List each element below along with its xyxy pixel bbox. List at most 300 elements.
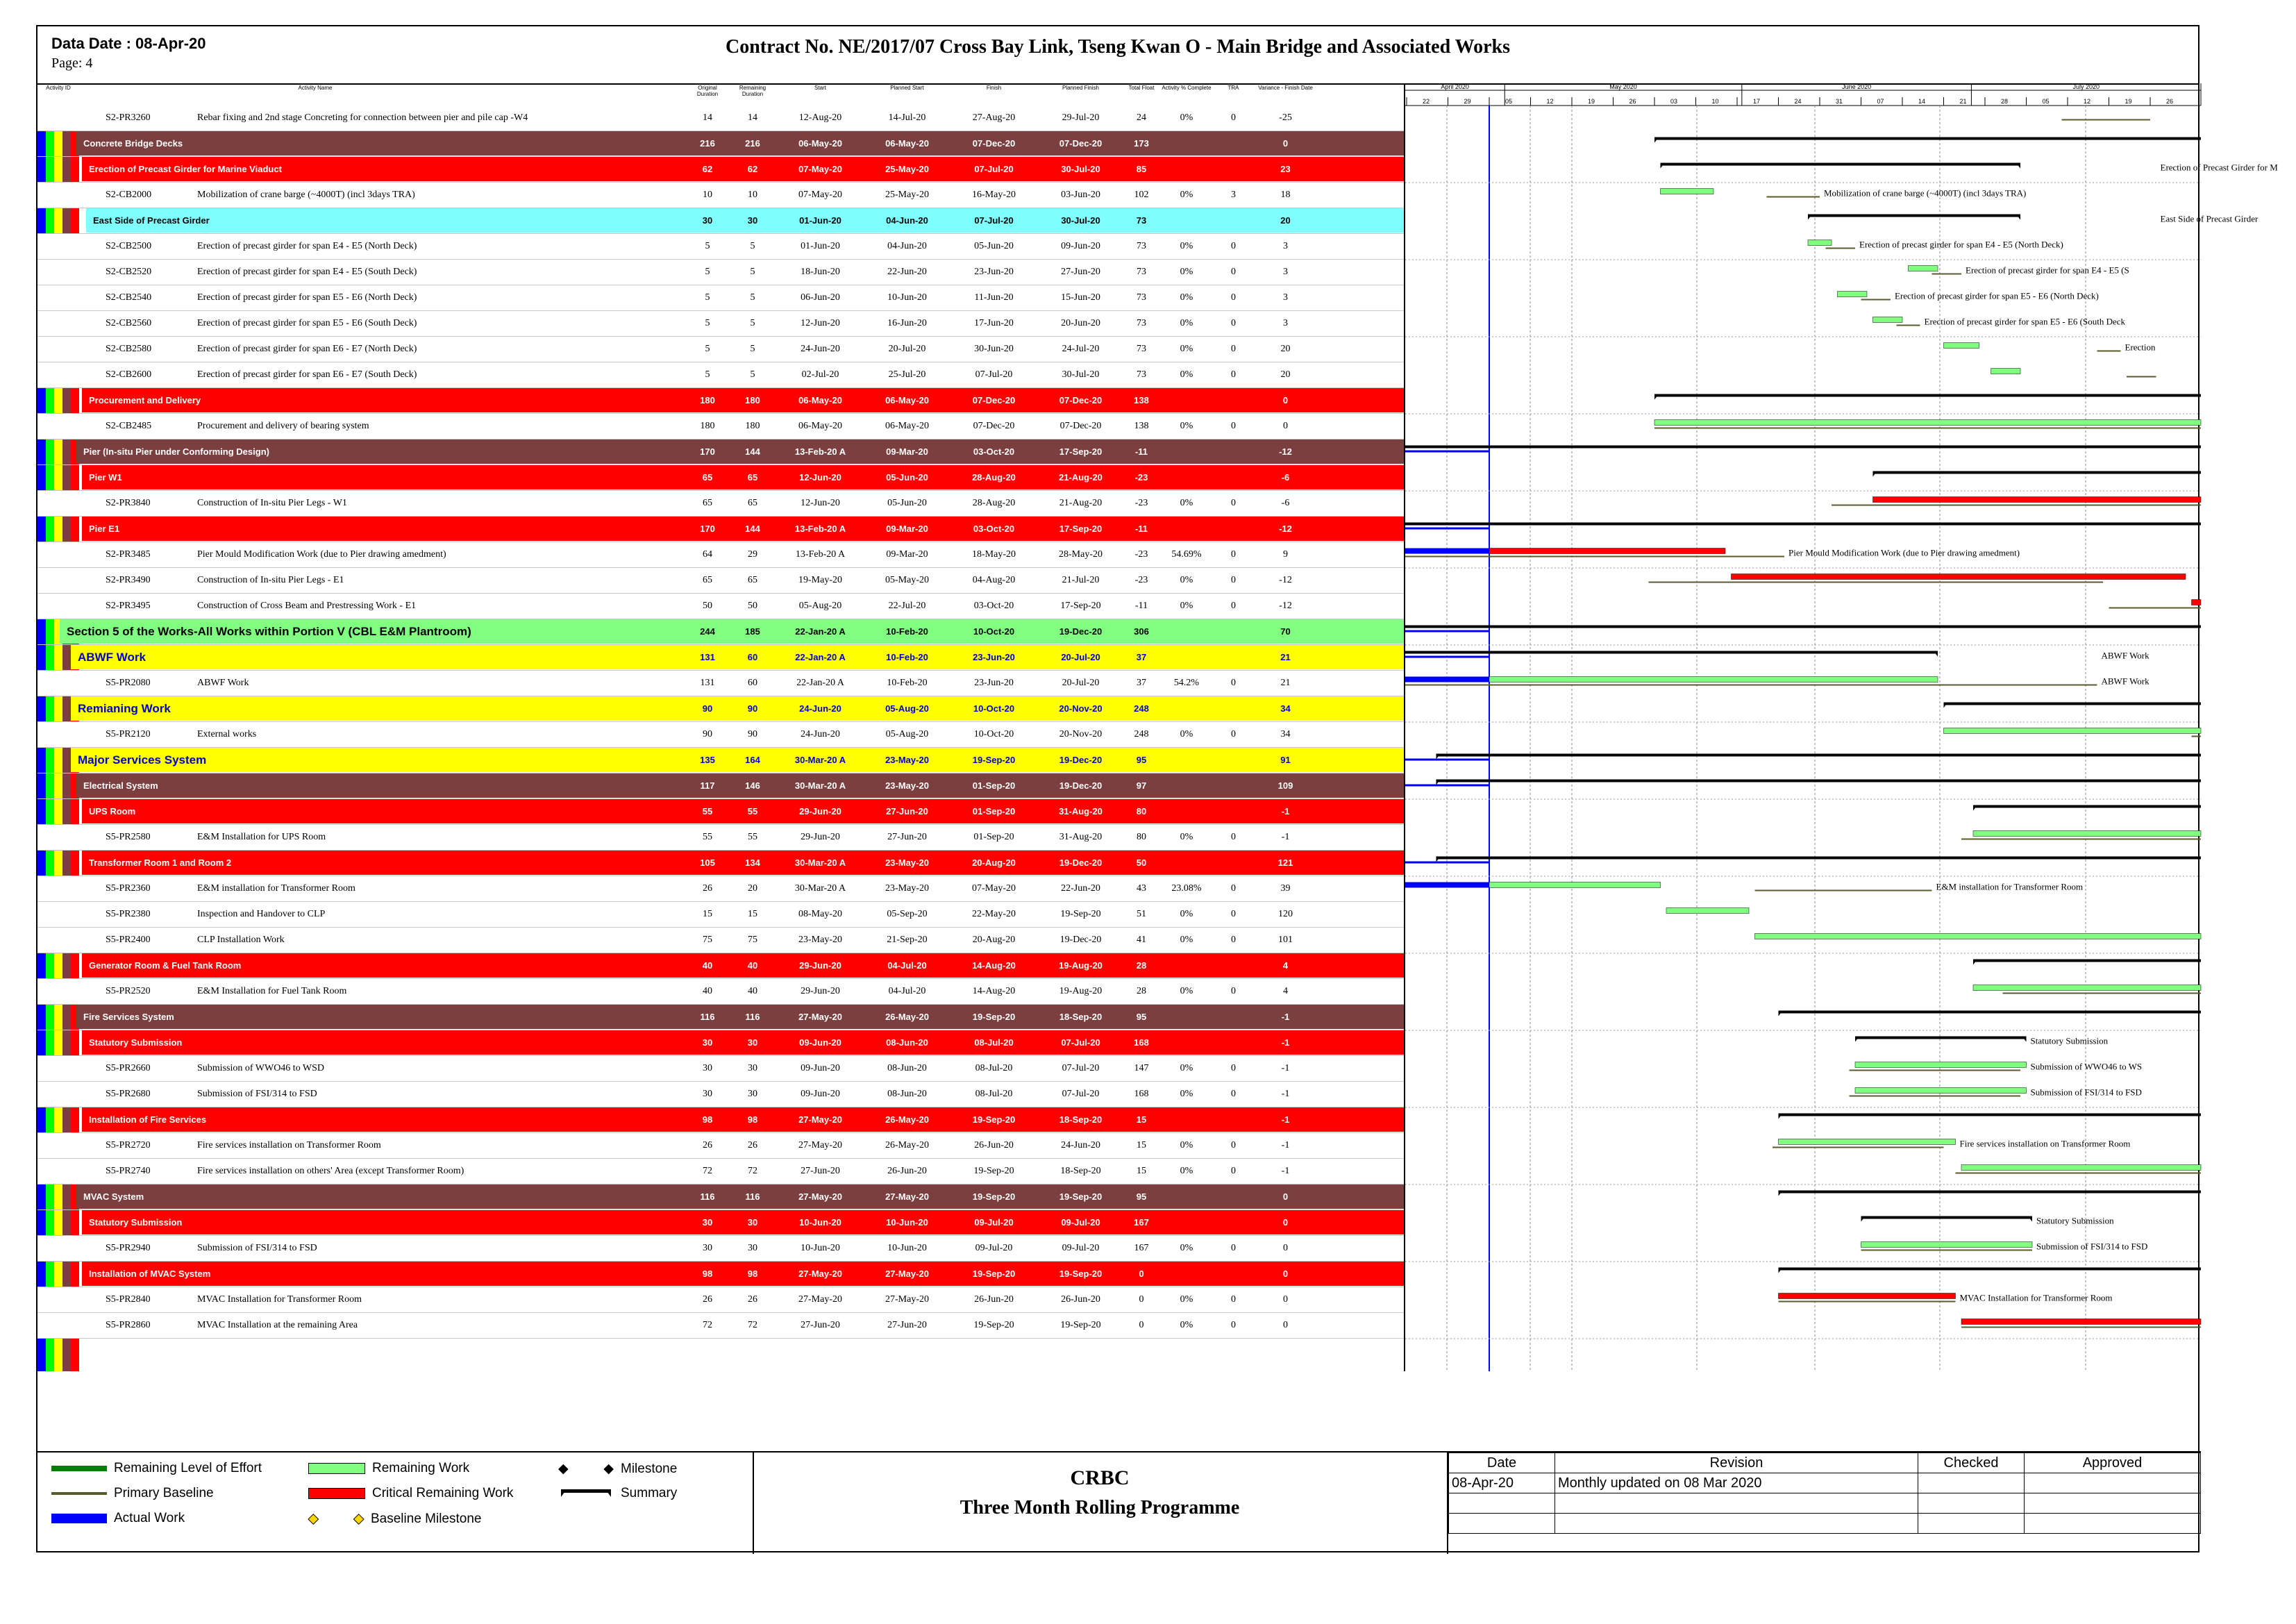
cell-tf: 95 [1136,1012,1147,1022]
cell-start: 09-Jun-20 [801,1089,840,1099]
activity-row[interactable] [37,1056,1405,1082]
remaining-bar [1861,1242,2033,1248]
cell-pfinish: 19-Dec-20 [1059,755,1103,765]
activity-row[interactable] [37,491,1405,517]
legend-label: Remaining Work [372,1461,470,1475]
rev-empty [1555,1514,1918,1534]
cell-tf: 41 [1137,935,1146,945]
cell-rd: 134 [745,857,760,868]
cell-start: 24-Jun-20 [801,344,840,354]
cell-var: 4 [1283,986,1288,996]
cell-tra: 0 [1231,112,1236,123]
cell-pfinish: 26-Jun-20 [1061,1294,1100,1305]
activity-id: S2-CB2540 [106,292,152,303]
activity-id: S2-CB2500 [106,241,152,251]
remaining-bar [1991,369,2021,374]
actual-bar [1405,549,1489,554]
summary-bar [1654,137,2201,140]
cell-finish: 01-Sep-20 [972,806,1016,817]
week-label: 17 [1752,98,1761,105]
cell-var: 4 [1282,960,1289,971]
summary-bar [1973,960,2201,962]
wbs-band[interactable] [37,1005,1405,1030]
activity-name: Major Services System [78,753,207,767]
cell-pfinish: 21-Aug-20 [1059,472,1103,483]
activity-row[interactable] [37,260,1405,285]
cell-pfinish: 03-Jun-20 [1061,190,1100,200]
remaining-bar [1961,1165,2201,1171]
activity-row[interactable] [37,183,1405,208]
cell-tra [1214,465,1252,490]
activity-row[interactable] [37,1287,1405,1313]
cell-start: 29-Jun-20 [801,986,840,996]
wbs-band[interactable] [37,645,1405,671]
cell-tra: 0 [1231,575,1236,585]
remaining-bar [1973,831,2201,837]
cell-tf: 50 [1136,857,1147,868]
cell-pct [1159,1262,1214,1287]
cell-od: 55 [702,806,713,817]
cell-tra: 0 [1231,549,1236,560]
cell-pstart: 09-Mar-20 [886,524,928,534]
activity-id: S2-PR3495 [106,601,151,611]
cell-var: 21 [1280,652,1291,662]
activity-row[interactable] [37,337,1405,362]
activity-row[interactable] [37,1133,1405,1159]
cell-rd: 185 [745,626,760,637]
cell-rd: 55 [747,806,758,817]
cell-tra: 0 [1231,318,1236,328]
column-header: Planned Start [890,85,924,91]
cell-od: 40 [703,986,712,996]
remaining-bar [1855,1062,2027,1068]
activity-row[interactable] [37,362,1405,388]
cell-start: 06-May-20 [798,138,842,149]
wbs-band[interactable] [37,131,1405,157]
legend-item [51,1486,214,1501]
cell-start: 27-May-20 [798,1012,842,1022]
cell-rd: 216 [745,138,760,149]
cell-od: 14 [703,112,712,123]
cell-pfinish: 19-Aug-20 [1059,986,1103,996]
activity-row[interactable] [37,1159,1405,1184]
cell-pfinish: 22-Jun-20 [1061,883,1100,894]
cell-od: 180 [700,421,715,431]
activity-name: Erection of precast girder for span E5 - E6 (North Deck) [197,292,417,303]
cell-var: 101 [1278,935,1293,945]
activity-row[interactable] [37,234,1405,260]
cell-pfinish: 19-Dec-20 [1059,780,1103,791]
activity-name: Inspection and Handover to CLP [197,909,326,919]
cell-pct [1159,696,1214,721]
milestone-icon: ◆ ◆ [558,1462,614,1476]
cell-pstart: 10-Jun-20 [887,292,927,303]
cell-var: -1 [1281,1140,1290,1150]
cell-finish: 03-Oct-20 [973,524,1015,534]
cell-rd: 98 [747,1114,758,1125]
legend-label: Critical Remaining Work [372,1486,514,1500]
cell-tf: -23 [1134,549,1148,560]
cell-pstart: 06-May-20 [885,395,929,405]
wbs-band[interactable] [37,208,1405,234]
wbs-band[interactable] [37,1262,1405,1287]
page-frame [36,25,2278,1552]
activity-row[interactable] [37,902,1405,928]
cell-pfinish: 19-Dec-20 [1059,626,1103,637]
wbs-band[interactable] [37,1210,1405,1236]
actual-bar [1405,862,1489,864]
wbs-band[interactable] [37,157,1405,183]
cell-pct [1159,465,1214,490]
cell-var: -12 [1279,446,1292,457]
cell-pfinish: 21-Jul-20 [1062,575,1100,585]
column-header: Variance - Finish Date [1258,85,1313,91]
cell-start: 09-Jun-20 [801,1063,840,1073]
cell-pct [1159,517,1214,542]
activity-row[interactable] [37,1236,1405,1262]
activity-row[interactable] [37,825,1405,851]
revision-table [1448,1453,2201,1534]
rev-empty [1449,1493,1555,1514]
cell-tra [1214,748,1252,773]
cell-var: 20 [1280,344,1291,354]
cell-od: 75 [703,935,712,945]
cell-od: 64 [703,549,712,560]
cell-finish: 28-Aug-20 [972,498,1016,508]
activity-name: Procurement and delivery of bearing system [197,421,369,431]
cell-finish: 03-Oct-20 [973,446,1015,457]
cell-tf: 167 [1134,1217,1149,1228]
cell-tra [1214,157,1252,182]
month-label: April 2020 [1441,83,1469,90]
bar-label: Erection of precast girder for span E4 - E5 (S [1966,265,2129,276]
cell-pfinish: 17-Sep-20 [1059,446,1103,457]
cell-tra: 0 [1231,369,1236,380]
activity-name: Mobilization of crane barge (~4000T) (incl 3days TRA) [197,190,415,200]
cell-var: -12 [1279,524,1292,534]
wbs-band[interactable] [37,748,1405,773]
cell-pstart: 23-May-20 [885,883,929,894]
cell-pct [1159,953,1214,978]
bar-label: Statutory Submission [2036,1215,2114,1226]
cell-var: 39 [1280,883,1291,894]
bar-label: ABWF Work [2101,650,2150,661]
cell-var: -1 [1281,806,1290,817]
cell-var: 0 [1282,138,1289,149]
cell-od: 30 [703,1089,712,1099]
activity-id: S5-PR2940 [106,1243,151,1253]
rev-text: Monthly updated on 08 Mar 2020 [1555,1473,1918,1493]
week-label: 07 [1877,98,1884,105]
wbs-band[interactable] [37,465,1405,491]
cell-rd: 30 [748,1243,757,1253]
cell-start: 12-Aug-20 [798,112,842,123]
cell-start: 27-Jun-20 [801,1166,840,1176]
activity-id: S2-CB2520 [106,267,152,277]
cell-pct: 0% [1180,344,1193,354]
cell-tra: 0 [1231,832,1236,842]
activity-name: Procurement and Delivery [89,395,201,405]
wbs-band[interactable] [37,619,1405,645]
activity-name: E&M Installation for UPS Room [197,832,326,842]
cell-rd: 5 [750,369,755,380]
cell-start: 24-Jun-20 [799,703,841,714]
activity-name: Fire Services System [83,1012,174,1022]
activity-name: MVAC System [83,1191,144,1202]
rev-empty [1918,1493,2025,1514]
cell-var: -1 [1281,1037,1290,1048]
wbs-band[interactable] [37,1030,1405,1056]
wbs-band[interactable] [37,440,1405,465]
cell-pstart: 05-Aug-20 [885,729,929,739]
cell-od: 90 [703,729,712,739]
legend-item [308,1486,513,1501]
activity-row[interactable] [37,1313,1405,1339]
cell-pfinish: 19-Sep-20 [1060,909,1101,919]
cell-tra [1214,1107,1252,1132]
cell-finish: 08-Jul-20 [975,1089,1013,1099]
cell-tra: 0 [1231,986,1236,996]
cell-tf: -11 [1134,446,1148,457]
week-label: 29 [1464,98,1471,105]
cell-start: 30-Mar-20 A [794,755,846,765]
cell-start: 22-Jan-20 A [795,652,846,662]
activity-name: Pier E1 [89,524,120,534]
cell-pfinish: 18-Sep-20 [1059,1012,1103,1022]
cell-od: 5 [705,318,710,328]
cell-rd: 55 [748,832,757,842]
cell-finish: 07-Dec-20 [973,421,1015,431]
activity-name: Erection of precast girder for span E6 - E7 (North Deck) [197,344,417,354]
cell-start: 10-Jun-20 [801,1243,840,1253]
cell-start: 12-Jun-20 [799,472,841,483]
cell-var: 34 [1280,703,1291,714]
cell-finish: 19-Sep-20 [973,1166,1014,1176]
remaining-bar [1666,908,1749,914]
cell-pct [1159,1184,1214,1209]
cell-start: 27-May-20 [798,1114,842,1125]
cell-finish: 10-Oct-20 [973,626,1015,637]
remaining-bar [1873,317,1903,323]
cell-tra: 0 [1231,909,1236,919]
bar-label: Fire services installation on Transformer Room [1959,1138,2131,1149]
wbs-band[interactable] [37,1184,1405,1210]
wbs-band[interactable] [37,696,1405,722]
cell-finish: 19-Sep-20 [972,1114,1016,1125]
cell-start: 30-Mar-20 A [794,883,846,894]
remaining-bar [1838,292,1868,297]
week-label: 05 [1505,98,1513,105]
cell-od: 5 [705,292,710,303]
cell-var: 9 [1283,549,1288,560]
column-header: Start [814,85,826,91]
activity-row[interactable] [37,594,1405,619]
activity-row[interactable] [37,1082,1405,1107]
cell-pstart: 14-Jul-20 [888,112,926,123]
activity-row[interactable] [37,979,1405,1005]
cell-start: 27-May-20 [798,1191,842,1202]
cell-finish: 26-Jun-20 [974,1140,1014,1150]
cell-pstart: 10-Feb-20 [886,626,928,637]
cell-finish: 04-Aug-20 [972,575,1016,585]
actual-bar [1405,451,1489,453]
cell-tf: 15 [1136,1114,1147,1125]
cell-rd: 65 [747,472,758,483]
activity-name: Submission of FSI/314 to FSD [197,1089,317,1099]
cell-od: 30 [703,1243,712,1253]
cell-start: 02-Jul-20 [801,369,839,380]
cell-var: 3 [1283,267,1288,277]
cell-tf: 43 [1137,883,1146,894]
activity-row[interactable] [37,311,1405,337]
activity-name: Erection of precast girder for span E5 - E6 (South Deck) [197,318,417,328]
cell-od: 55 [703,832,712,842]
cell-tf: 167 [1134,1243,1149,1253]
cell-start: 27-May-20 [798,1269,842,1279]
cell-finish: 22-May-20 [972,909,1016,919]
activity-row[interactable] [37,542,1405,568]
cell-pct [1159,1030,1214,1055]
cell-od: 26 [703,1294,712,1305]
activity-row[interactable] [37,722,1405,748]
cell-pfinish: 31-Aug-20 [1059,832,1103,842]
remaining-bar [1909,266,1938,271]
cell-finish: 07-Dec-20 [972,395,1016,405]
cell-pct: 0% [1180,575,1193,585]
cell-od: 5 [705,241,710,251]
cell-start: 07-May-20 [798,164,842,174]
cell-tra [1214,1262,1252,1287]
week-label: 26 [1629,98,1636,105]
cell-pfinish: 07-Jul-20 [1062,1063,1100,1073]
wbs-band[interactable] [37,799,1405,825]
cell-pstart: 16-Jun-20 [887,318,927,328]
legend-item [558,1486,677,1501]
cell-var: -6 [1281,472,1290,483]
cell-pstart: 05-Jun-20 [886,472,928,483]
cell-start: 10-Jun-20 [799,1217,841,1228]
cell-var: -1 [1281,1063,1290,1073]
cell-var: -1 [1281,1114,1290,1125]
critical-bar [1961,1319,2201,1325]
cell-tra [1214,619,1252,644]
actual-bar [1405,882,1489,888]
column-header: Remaining Duration [739,85,766,97]
cell-pfinish: 20-Jun-20 [1061,318,1100,328]
summary-bar [1973,805,2201,808]
cell-pfinish: 31-Aug-20 [1059,806,1103,817]
cell-start: 29-Jun-20 [799,960,841,971]
cell-tf: 95 [1136,755,1147,765]
cell-pstart: 04-Jun-20 [886,215,928,226]
remaining-bar [1944,728,2202,734]
cell-var: 121 [1277,857,1293,868]
cell-od: 116 [700,1012,715,1022]
wbs-band[interactable] [37,851,1405,876]
rev-header-date: Date [1449,1453,1555,1473]
bar-label: Erection [2125,342,2156,353]
cell-pfinish: 19-Sep-20 [1060,1320,1101,1330]
cell-var: 70 [1280,626,1291,637]
cell-tf: 24 [1137,112,1146,123]
activity-id: S5-PR2520 [106,986,151,996]
wbs-band[interactable] [37,773,1405,799]
cell-var: -1 [1281,832,1290,842]
cell-pstart: 06-May-20 [885,138,929,149]
activity-name: CLP Installation Work [197,935,285,945]
summary-bar [1436,780,2202,782]
cell-start: 08-May-20 [798,909,842,919]
cell-var: 0 [1282,1217,1289,1228]
cell-pct: 0% [1180,1294,1193,1305]
cell-rd: 116 [745,1191,760,1202]
cell-tra: 0 [1231,344,1236,354]
cell-pfinish: 20-Nov-20 [1059,729,1103,739]
activity-row[interactable] [37,876,1405,902]
activity-row[interactable] [37,414,1405,440]
cell-finish: 14-Aug-20 [972,960,1016,971]
activity-row[interactable] [37,285,1405,311]
column-header: Finish [986,85,1002,91]
cell-finish: 23-Jun-20 [974,678,1014,688]
wbs-band[interactable] [37,953,1405,979]
bar-label: Erection of precast girder for span E4 - E5 (North Deck) [1859,239,2063,250]
legend-label: Milestone [621,1461,678,1476]
cell-pct: 23.08% [1171,883,1202,894]
activity-id: S2-CB2600 [106,369,152,380]
bar-label: ABWF Work [2101,676,2150,687]
cell-start: 06-May-20 [798,421,842,431]
cell-pstart: 25-May-20 [885,164,929,174]
activity-name: Pier Mould Modification Work (due to Pier drawing amedment) [197,549,446,560]
activity-row[interactable] [37,671,1405,696]
cell-tra [1214,131,1252,156]
cell-start: 24-Jun-20 [801,729,840,739]
summary-bar [1405,523,2201,526]
cell-pstart: 05-Jun-20 [887,498,927,508]
cell-pct: 0% [1180,1166,1193,1176]
cell-tf: 73 [1137,267,1146,277]
cell-pct: 0% [1180,1089,1193,1099]
cell-pstart: 09-Mar-20 [886,549,928,560]
cell-pstart: 06-May-20 [885,421,929,431]
cell-tra: 0 [1231,678,1236,688]
cell-pstart: 23-May-20 [885,857,929,868]
cell-finish: 20-Aug-20 [972,935,1016,945]
cell-pstart: 26-Jun-20 [887,1166,927,1176]
cell-pstart: 10-Jun-20 [887,1243,927,1253]
cell-var: -12 [1279,601,1292,611]
wbs-band[interactable] [37,1107,1405,1133]
cell-rd: 40 [748,986,757,996]
actual-bar [1405,677,1489,683]
cell-rd: 30 [748,1089,757,1099]
cell-od: 5 [705,344,710,354]
wbs-band[interactable] [37,388,1405,414]
cell-rd: 10 [748,190,757,200]
activity-row[interactable] [37,568,1405,594]
legend-swatch [51,1466,107,1471]
cell-rd: 146 [745,780,760,791]
activity-row[interactable] [37,928,1405,953]
wbs-band[interactable] [37,517,1405,542]
cell-tf: 73 [1137,344,1146,354]
cell-tra: 0 [1231,1243,1236,1253]
bar-label: Erection of precast girder for span E5 - E6 (North Deck) [1895,290,2099,301]
cell-pfinish: 09-Jul-20 [1062,1243,1100,1253]
activity-row[interactable] [37,106,1405,131]
cell-tf: 168 [1134,1089,1149,1099]
